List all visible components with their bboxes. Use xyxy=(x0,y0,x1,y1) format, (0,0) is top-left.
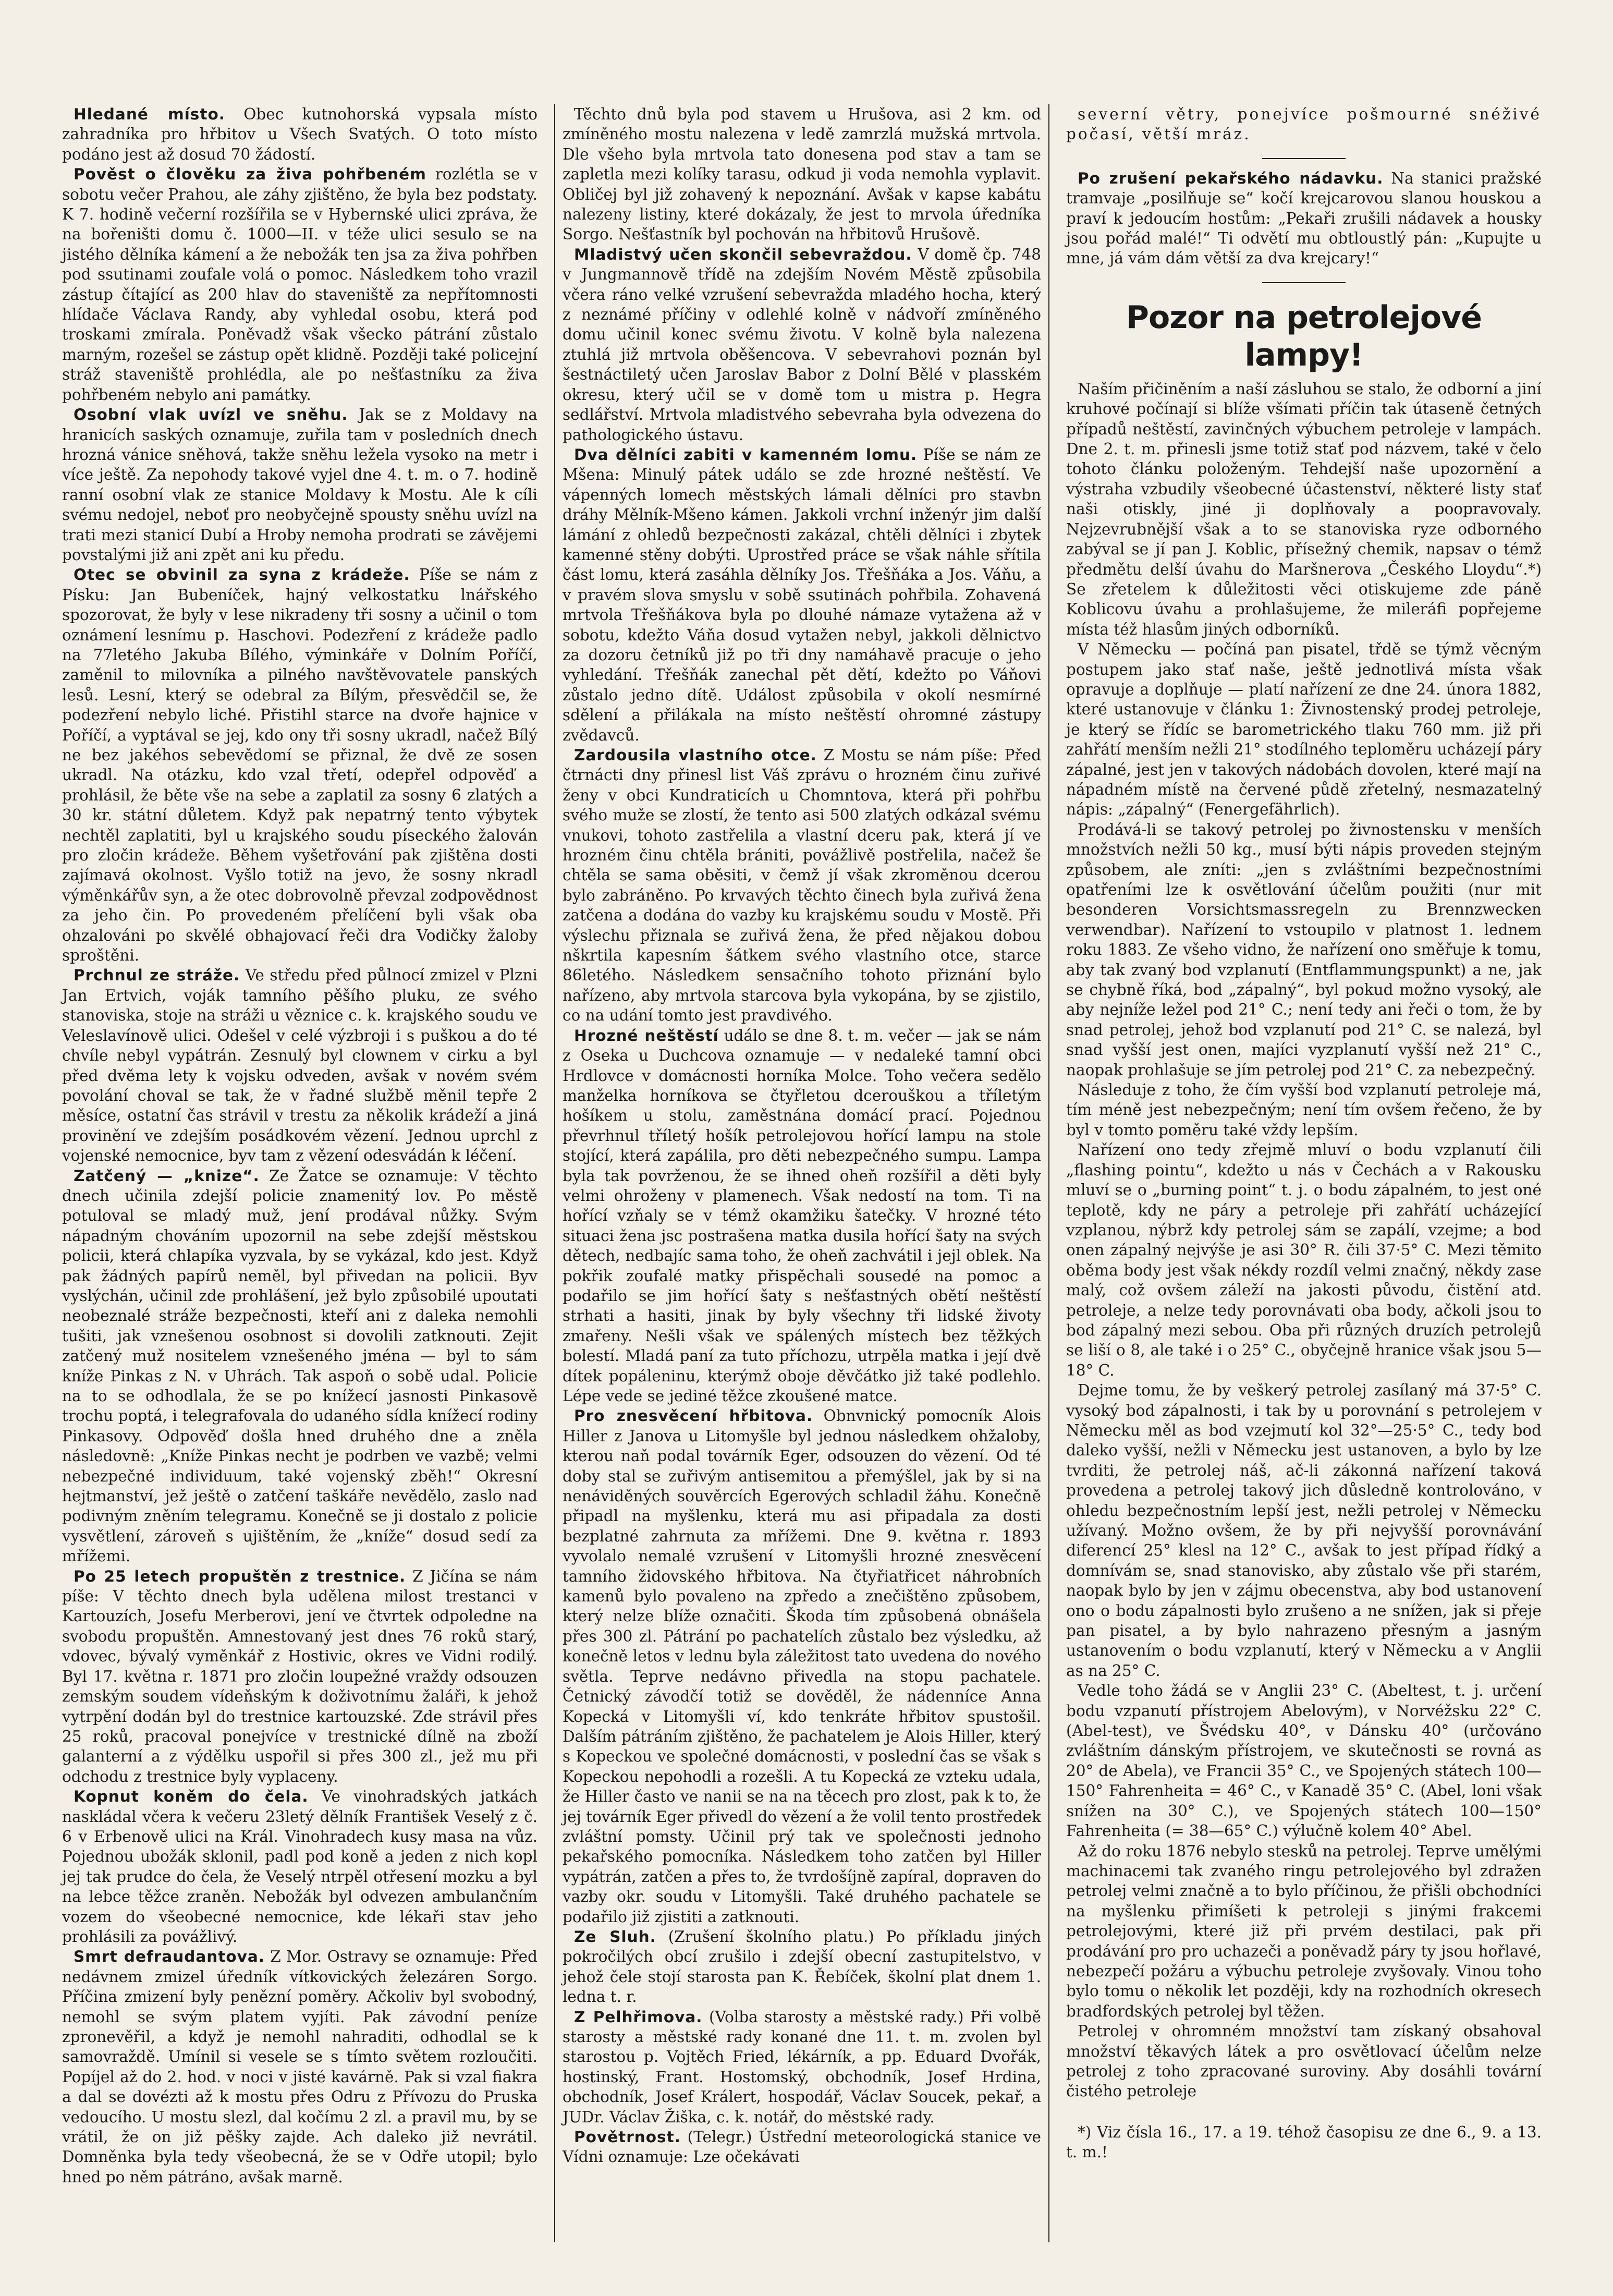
item-heading: Dva dělníci zabiti v kamenném lomu. xyxy=(574,445,918,464)
item-heading: Ze Sluh. xyxy=(574,1927,656,1946)
weather-continuation: severní větry, ponejvíce pošmourné snéživé počasí, větší mráz. xyxy=(1066,105,1542,143)
item-heading: Pro znesvěcení hřbitova. xyxy=(574,1407,813,1425)
item-text: událo se dne 8. t. m. večer — jak se nám z Oseka u Duchcova oznamuje — v nedaleké tamní obci Hrdlovce v domácnosti horníka Molce. Toho večera sedělo manželka horníkova se čtyřletou dcerouškou a tříletým hošíkem u stolu, zaměstnána domácí prací. Pojednou převrhnul tříletý hošík petrolejovou hořící lampu na stole stojící, která zapálila, pro děti nebezpečného sumpu. Lampa byla tak povrženou, že se ihned oheň rozšířil a děti byly velmi ohroženy v plamenech. Však nedostí na tom. Ti na hořící vzňaly se v témž okamžiku šatečky. V hrozné této situaci žena jsc postrašena matka dusila hořící šaty na svých dětech, nedbajíc sama toho, že oheň zachvátil i jejl oblek. Na pokřik zoufalé matky přispěchali sousedé na pomoc a podařilo se jim hořící šaty s nešťastných obětí neštěstí strhati a hasiti, jinak by byly všechny tři lidské životy zmařeny. Nešli však ve spálených místech bez těžkých bolestí. Mladá paní za tuto příchozu, utrpěla matka i její dvě dítek popáleninu, kterýmž oboje děvčátko již také podlehlo. Lépe vede se jediné těžce zkoušené matce. xyxy=(563,1026,1041,1405)
item-heading: Zardousila vlastního otce. xyxy=(574,746,817,764)
item-text: Píše se nám z Písku: Jan Bubeníček, hajný velkostatku lnářského spozorovat, že byly v lese nikradeny tři sosny a učinil o tom oznámení lesnímu p. Haschovi. Podezření z krádeže padlo na 77letého Jakuba Bílého, výminkáře v Dolním Poříčí, zaměnil to milovníka a pilného navštěvovatele panských lesů. Lesní, který se odebral za Bílým, přesvědčil se, že podezření nebylo liché. Přistihl starce na dvoře hajnice v Poříčí, a vyptával se jej, kdo ony tři sosny ukradl, načež Bílý ne bez jakéhos sebevědomí se přiznal, že dvě ze sosen ukradl. Na otázku, kdo vzal třetí, odepřel odpověď a prohlásil, že běte vše na sebe a zaplatil za sosny 6 zlatých a 30 kr. státní důletem. Když pak nepatrný tento výbytek nechtěl zaplatiti, byl u krajského soudu píseckého žalován pro zločin krádeže. Během vyšetřování pak zjištěna dosti zajímavá okolnost. Vyšlo totiž na jevo, že sosny nkradl výměnkářův syn, a že otec dobrovolně převzal zodpovědnost za jeho čin. Po provedeném přelíčení byli však oba ohzalováni po skvělé obhajovací řeči dra Vodičky žaloby sproštěni. xyxy=(62,566,537,965)
item-text: (Zrušení školního platu.) Po příkladu jiných pokročilých obcí zrušilo i zdejší obecní zastupitelstvo, v jehož čele stojí starosta pan K. Řebíček, školní plat dnem 1. ledna t. r. xyxy=(563,1927,1041,2006)
item-heading: Hrozné neštěstí xyxy=(574,1026,719,1044)
news-item xyxy=(62,965,537,1165)
article-paragraph: Prodává-li se takový petrolej po živnostensku v menších množstvích nežli 50 kg., musí býti nápis proveden stejným způsobem, ale zníti: „jen s zvláštními bezpečnostními opatřeními lze k osvětlování účelům použiti (nur mit besonderen Vorsichtsmassregeln zu Brennzwecken verwendbar). Nařízení to vstoupilo v platnost 1. lednem roku 1883. Ze všeho vidno, že nařízení ono směřuje k tomu, aby tak zvaný bod vzplanutí (Entflammungspunkt) a ne, jak se chybně říká, bod „zápalný“, byl pokud možno vysoký, ale aby nejníže ležel pod 21° C.; není tedy ani řeči o tom, že by snad petrolej, jehož bod vzplanutí pod 21° C. se nalezá, byl snad vyšší jest onen, majíci vyzplanutí vyšší než 21° C., naopak prohlašuje se jím petrolej pod 21° C. za nebezpečný. xyxy=(1066,820,1542,1079)
news-item xyxy=(563,1927,1041,2007)
article-paragraph: Dejme tomu, že by veškerý petrolej zasílaný má 37·5° C. vysoký bod zápalnosti, i tak by u porovnání s petrolejem v Německu měl as bod vzejmutí kol 32°—25·5° C., tedy bod daleko vyšší, nežli v Německu jest ustanoven, a bylo by lze tvrditi, že petrolej náš, ač-li zákonná nařízení taková provedena a petrolej takový jich důsledně kontrolováno, v ohledu bezpečnostním lepší jest, nežli petrolej v Německu užívaný. Možno ovšem, že by při nejvyšší porovnávání diferencí 25° klesl na 12° C., avšak to jest případ řídký a domnívám se, snad stanovisko, aby zůstalo vše při starém, naopak bylo by jen v zájmu obecenstva, aby bod ustanovení ono o bodu zápalnosti bylo zrušeno a ne snížen, jak si přeje pan pisatel, a by bylo nahrazeno přesným a jasným ustanovením o bodu vzplanutí, který v Německu a v Anglii as na 25° C. xyxy=(1066,1381,1542,1680)
item-text: Z Mor. Ostravy se oznamuje: Před nedávnem zmizel úředník vítkovických železáren Sorgo. Příčina zmizení byly penězní poměry. Ačkoliv byl svobodný, nemohl se svým platem vyjíti. Pak závodní peníze zpronevěřil, a když je nemohl nahraditi, odhodlal se k samovraždě. Umínil si vesele se s tímto světem rozloučiti. Popíjel až do 2. hod. v noci v jisté kavárně. Pak si vzal fiakra a dal se dovézti až k mostu přes Odru z Přívozu do Pruska vedoucího. U mostu slezl, dal kočímu 2 zl. a pravil mu, by se vrátil, že on již pěšky zajde. Ach daleko již nevrátil. Domněnka byla tedy všeobecná, že se v Odře utopil; bylo hned po něm pátráno, avšak marně. xyxy=(62,1948,537,2186)
item-text: Na stanici pražské tramvaje „posilňuje se“ kočí krejcarovou slanou houskou a praví k jedoucím hostům: „Pekaři zrušili nádavek a housky jsou pořád malé!“ Ti odvětí mu obtloustlý pán: „Kupujte u mne, já vám dám větší za dva krejcary!“ xyxy=(1066,169,1542,268)
news-item xyxy=(563,245,1041,445)
news-item xyxy=(62,565,537,965)
item-heading: Prchnul ze stráže. xyxy=(74,966,240,985)
item-heading: Mladistvý učen skončil sebevraždou. xyxy=(574,245,912,263)
news-item xyxy=(62,405,537,565)
divider xyxy=(1262,158,1346,159)
item-text: Těchto dnů byla pod stavem u Hrušova, asi 2 km. od zmíněného mostu nalezena v ledě zamrzlá mužská mrtvola. Dle všeho byla mrtvola tato donesena pod stav a tam se zapletla mezi kolíky tarasu, odkud ji voda nemohla vyplavit. Obličej byl již zohavený k nepoznání. Avšak v kapse kabátu nalezeny listiny, které dokázaly, že jest to mrvola úředníka Sorgo. Nešťastník byl pochován na hřbitovů Hrušově. xyxy=(563,105,1041,244)
news-item xyxy=(62,1787,537,1947)
news-item xyxy=(62,1947,537,2187)
news-item xyxy=(563,445,1041,745)
item-heading: Hledané místo. xyxy=(74,105,225,123)
news-item xyxy=(563,1406,1041,1927)
item-text: (Telegr.) Ústřední meteorologická stanice ve Vídni oznamuje: Lze očekávati xyxy=(563,2128,1041,2166)
item-heading: Kopnut koněm do čela. xyxy=(74,1788,309,1806)
news-item xyxy=(563,104,1041,245)
item-heading: Smrt defraudantova. xyxy=(74,1948,265,1966)
item-text: Obec kutnohorská vypsala místo zahradníka pro hřbitov u Všech Svatých. O toto místo podáno jest až dosud 70 žádostí. xyxy=(62,105,537,163)
article-paragraph: Naším přičiněním a naší zásluhou se stalo, že odborní a jiní kruhové počínají si blíže všímati příčin tak útaseně četných případů neštěstí, zavinčných výbuchem petroleje v lampách. Dne 2. t. m. přinesli jsme totiž stať pod názvem, také v čelo tohoto článku položeným. Tehdejší naše upozornění a výstraha vzbudily všeobecné účastenství, některé listy stať naši otiskly, jiné ji doplňovaly a poopravovaly. Nejzevrubnější však a to se stanoviska ryze odborného zabýval se jí pan J. Koblic, přísežný chemik, napsav o témž předmětu delší úvahu do Maršnerova „Českého Lloydu“.*) Se zřetelem k důležitosti věci otiskujeme zde páně Koblicovu úvahu a prohlašujeme, že mileráfi popřejeme místa též hlasům jiných odborníků. xyxy=(1066,380,1542,638)
news-item xyxy=(1066,168,1542,269)
item-text: Obnvnický pomocník Alois Hiller z Janova u Litomyšle byl jednou následkem ohžaloby, kterou naň podal továrník Eger, odsouzen do vězení. Od té doby stal se zuřivým antisemitou a přemýšlel, jak by si na nenáviděných souvěrcích Egerových schladil žáhu. Konečně připadl na myšlenku, která mu asi připadala za dosti bezplatné zahrnuta za mřížemi. Dne 9. května r. 1893 vyvolalo nemalé vzrušení v Litomyšli hrozné znesvěcení tamního židovského hřbitova. Na čtyřiatřicet náhrobních kamenů bylo povaleno na zpředo a znečištěno způsobem, který nelze blíže označiti. Škoda tím způsobená obnášela přes 300 zl. Pátrání po pachatelích zůstalo bez výsledku, až konečně letos v lednu byla záležitost tato uvedena do nového světla. Teprve nedávno přivedla na stopu pachatele. Četnický závodčí totiž se dověděl, že nádenníce Anna Kopecká v Litomyšli ví, kdo tenkráte hřbitov spustošil. Dalším pátráním zjištěno, že pachatelem je Alois Hiller, který s Kopeckou ve společné domácnosti, v poslední čas se však s Kopeckou nepohodli a rozešli. A tu Kopecká ze vzteku udala, že Hiller často ve nanii se na na těcech pro zlost, pak k to, že jej továrník Eger přivedl do vězení a že volil tento prostředek zvláštní pomsty. Učinil prý tak ve společnosti jednoho pekařského pomocníka. Následkem toho zatčen byl Hiller vypátrán, zatčen a přes to, že tvrdošíjně zapíral, dopraven do vazby okr. soudu v Litomyšli. Také druhého pachatele se podařilo již zjistiti a zatknouti. xyxy=(563,1407,1041,1926)
item-heading: Pověst o člověku za živa pohřbeném xyxy=(74,165,426,184)
item-text: Píše se nám ze Mšena: Minulý pátek událo se zde hrozné neštěstí. Ve vápenných lomech městských lámali dělníci pro stavbn dráhy Mělník-Mšeno kámen. Jakkoli vrchní inženýr jim další lámání z ohledů bezpečnosti zakázal, chtěli dělníci i zbytek kamenné stěny dobýti. Uprostřed práce se však náhle sřítila část lomu, která zasáhla dělníky Jos. Třešňáka a Jos. Váňu, a v pravém slova smyslu v sobě ssutinách pohřbila. Zohavená mrtvola Třešňákova byla po dlouhé námaze vytažena až v sobotu, kdežto Váňa dosud vytažen nebyl, jakkoli dělnictvo za dozoru četníků již po tři dny namáhavě pracuje o jeho vyhledání. Třešňák zanechal pět dětí, kdežto po Váňovi zůstalo jedno dítě. Událost způsobila v okolí nesmírné sdělení a přilákala na místo neštěstí ohromné zástupy zvědavců. xyxy=(563,445,1041,744)
columns xyxy=(55,104,1556,2242)
footnote: *) Viz čísla 16., 17. a 19. téhož časopisu ze dne 6., 9. a 13. t. m.! xyxy=(1066,2123,1542,2161)
news-item xyxy=(62,1166,537,1566)
article-paragraph: Následuje z toho, že čím vyšší bod vzplanutí petroleje má, tím méně jest nebezpečným; není tím ovšem řečeno, že by byl v tomto poměru také vždy lepším. xyxy=(1066,1081,1542,1139)
item-heading: Z Pelhřimova. xyxy=(574,2008,703,2026)
news-item xyxy=(62,104,537,164)
article-headline: Pozor na petrolejové lampy! xyxy=(1126,299,1482,373)
news-item xyxy=(62,1566,537,1787)
news-item xyxy=(563,2007,1041,2127)
article-paragraph: Až do roku 1876 nebylo stesků na petrolej. Teprve umělými machinacemi tak zvaného ringu petrolejového byl zdražen petrolej velmi značně a to bylo příčinou, že přišli obchodníci na myšlenku přimíšeti k petroleji s jinými frakcemi petrolejovými, které již při prvém destilaci, pak při prodávání pro pro uchazeči a poněvadž páry ty jsou hořlavé, nebezpečí požáru a výbuchu petroleje zvyšovaly. Vinou toho bylo tomu o několik let později, kdy na rozhodních okresech bradfordských petrolej byl těžen. xyxy=(1066,1842,1542,2020)
middle-column xyxy=(554,104,1049,2242)
item-heading: Zatčený — „knize“. xyxy=(74,1167,260,1185)
right-column xyxy=(1059,104,1549,2242)
item-text: Jak se z Moldavy na hranicích saských oznamuje, zuřila tam v posledních dnech hrozná vánice sněhová, takže sněhu ležela vysoko na metr i více ještě. Za nepohody takové vyjel dne 4. t. m. o 7. hodině ranní osobní vlak ze stanice Moldavy k Mostu. Ale k cíli svému nedojel, neboť pro neobyčejně spousty sněhu uvízl na trati mezi stanicí Dubí a Hroby nemoha prodrati se závějemi povstalými již ani zpět ani ku předu. xyxy=(62,406,537,564)
item-text: Z Jičína se nám píše: V těchto dnech byla udělena milost trestanci v Kartouzích, Josefu Merberovi, jení ve čtvrtek odpoledne na svobodu propuštěn. Amnestovaný jest dnes 76 roků starý, vdovec, bývalý vyměnkář z Hostivic, okres ve Vidni rodilý. Byl 17. května r. 1871 pro zločin loupežné vraždy odsouzen zemským soudem vídeňským k doživotnímu žaláři, k jehož vytrpění dodán byl do trestnice kartouzské. Zde strávil přes 25 roků, pracoval ponejvíce v trestnické dílně na zboží galanterní a z výdělku uspořil si přes 300 zl., jež mu při odchodu z trestnice byly vyplaceny. xyxy=(62,1567,537,1785)
item-text: V domě čp. 748 v Jungmannově třídě na zdejším Novém Městě způsobila včera ráno velké vzrušení sebevražda mladého hocha, který z neznámé příčiny v odlehlé kolně v nádvoří zmíněného domu učinil konec svému životu. V kolně byla nalezena ztuhlá již mrtvola oběšencova. V sebevrahovi poznán byl šestnáctiletý učen Jaroslav Babor z Dolní Bělé v plasském okresu, který učil se v domě tom u mistra p. Hegra sedlářství. Mrtvola mladistvého sebevraha byla odvezena do pathologického ústavu. xyxy=(563,245,1041,444)
item-heading: Po 25 letech propuštěn z trestnice. xyxy=(74,1567,406,1585)
item-heading: Povětrnost. xyxy=(574,2128,681,2146)
news-item xyxy=(563,2127,1041,2167)
left-column xyxy=(55,104,545,2242)
item-text: (Volba starosty a městské rady.) Při volbě starosty a městské rady konané dne 11. t. m. zvolen byl starostou p. Vojtěch Fried, lékárník, a pp. Eduard Dvořák, hostinský, Frant. Hostomský, obchodník, Josef Hrdina, obchodník, Josef Králert, hospodář, Václav Soucek, pekař, a JUDr. Václav Žiška, c. k. notář, do městské rady. xyxy=(563,2008,1041,2126)
article-paragraph: V Německu — počíná pan pisatel, třdě se týmž věcným postupem jako stať naše, ještě jednotlivá místa však opravuje a doplňuje — platí nařízení ze dne 24. února 1882, které ustanovuje v článku 1: Živnostenský prodej petroleje, je který se řídíc se barometrického tlaku 760 mm. již při zahřátí menším nežli 21° stodílného teploměru ucházejí páry zápalné, jest jen v takových nádobách dovolen, které mají na nápadném místě na červené půdě zřetelný, nesmazatelný nápis: „zápalný“ (Fenergefährlich). xyxy=(1066,640,1542,819)
news-item xyxy=(563,1026,1041,1406)
article-paragraph: Vedle toho žádá se v Anglii 23° C. (Abeltest, t. j. určení bodu vzpanutí přístrojem Abelovým), v Norvéžsku 22° C. (Abel-test), ve Švédsku 40°, v Dánsku 40° (určováno zvláštním dánským přístrojem, ve skutečnosti se rovná as 20° de Abela), ve Francii 35° C., ve Spojených státech 100—150° Fahrenheita = 46° C., v Kanadě 35° C. (Abel, loni však snížen na 30° C.), ve Spojených státech 100—150° Fahrenheita (= 38—65° C.) výlučně kolem 40° Abel. xyxy=(1066,1682,1542,1840)
item-text: Ve vinohradských jatkách naskládal včera k večeru 23letý dělník František Veselý z č. 6 v Erbenově ulici na Král. Vinohradech kusy masa na vůz. Pojednou ubožák sklonil, padl pod koně a jeden z nich kopl jej tak prudce do čela, že Veselý ntrpěl otřesení mozku a byl na lebce těžce zraněn. Nebožák byl odvezen ambulančním vozem do všeobecné nemocnice, kde lékaři stav jeho prohlásili za povážlivý. xyxy=(62,1788,537,1946)
divider xyxy=(1262,282,1346,283)
article-body xyxy=(1066,379,1542,2101)
news-item xyxy=(563,745,1041,1026)
item-text: Ze Žatce se oznamuje: V těchto dnech učinila zdejší policie znamenitý lov. Po městě potuloval se mladý muž, jení prodával nůžky. Svým nápadným chováním upozornil na sebe zdejší městskou policii, která chlapíka vyzvala, by se vykázal, kdo jest. Když pak žádných papírů neměl, byl přivedan na policii. Byv vyslýchán, učinil zde prohlášení, jež bylo způsobilé upoutati neobeznalé stráže bezpečnosti, kteří ani z daleka nemohli tušiti, jak vznešenou osobnost si dovolili zatknouti. Zejit zatčený muž nositelem vznešeného jména — byl to sám kníže Pinkas z N. v Uhrách. Tak aspoň o sobě udal. Policie na to se odhodlala, že se po knížecí jasnosti Pinkasově trochu poptá, i telegrafovala do udaného sídla knížecí rodiny Pinkasovy. Odpověď došla hned druhého dne a zněla následovně: „Kníže Pinkas necht je podrben ve vazbě; velmi nebezpečné individuum, také vojenský zběh!“ Okresní hejtmanství, jež ještě o zatčení taškáře nevědělo, zaslo nad podivným zněním telegramu. Konečně se ji dostalo z policie vysvětlení, zároveň s ujištěním, že „kníže“ dosud sedí za mřížemi. xyxy=(62,1167,537,1565)
item-heading: Po zrušení pekařského nádavku. xyxy=(1078,169,1384,187)
item-text: rozlétla se v sobotu večer Prahou, ale záhy zjištěno, že byla bez podstaty. K 7. hodině večerní rozšířila se v Hybernské ulici zpráva, že na bořeništi domu č. 1000—II. v téže ulici sesulo se na jistého dělníka kámení a že nebožák ten jsa za živa pohřben pod ssutinami zoufale volá o pomoc. Následkem toho vrazil zástup čítající as 200 hlav do staveniště za nepřítomnosti hlídače Václava Randy, aby vyhledal osobu, která pod troskami zmírala. Poněvadž však všecko pátrání zůstalo marným, rozešel se zástup opět klidně. Později také policejní stráž staveniště prohlédla, ale po nešťastníku za živa pohřbeném nebylo ani památky. xyxy=(62,165,537,404)
item-heading: Otec se obvinil za syna z krádeže. xyxy=(74,566,410,584)
article-paragraph: Petrolej v ohromném množství tam získaný obsahoval množství těkavých látek a pro osvětlovací účelům nelze petrolej z toho zpracované suroviny. Aby dosáhli tovární čistého petroleje xyxy=(1066,2022,1542,2100)
item-heading: Osobní vlak uvízl ve sněhu. xyxy=(74,406,348,424)
article-paragraph: Nařízení ono tedy zřejmě mluví o bodu vzplanutí čili „flashing pointu“, kdežto u nás v Čechách a v Rakousku mluví se o „burning point“ t. j. o bodu zápalném, to jest oné teplotě, kdy ne páry a petroleje při zahřátí ucházející vzplanou, nýbrž kdy petrolej sám se zapálí, vzejme; a bod onen zápalný nejvýše je asi 30° R. čili 37·5° C. Mezi těmito oběma body jest však nékdy rozdíl velmi značný, někdy zase malý, což ovšem záleží na jakosti původu, čistění atd. petroleje, a nelze tedy porovnávati oba body, ačkoli jsou to bod zápalný mezi sebou. Oba při různých druzích petrolejů se liší o 8, ale také i o 25° C., obyčejně hranice však jsou 5—18° C. xyxy=(1066,1141,1542,1379)
news-item xyxy=(62,164,537,405)
item-text: Z Mostu se nám píše: Před čtrnácti dny přinesl list Váš zprávu o hrozném činu zuřivé ženy v obci Kundraticích u Chomntova, která při pohřbu svého muže se zlostí, že tento asi 500 zlatých odkázal svému vnukovi, tohoto zastřelila a vlastní dceru pak, která jí ve hrozném činu chtěla brániti, povážlivě postřelila, načež še chtěla se sama oběsiti, v čemž jí však zkroměnou dcerou bylo zabráněno. Po krvavých těchto činech byla zuřivá žena zatčena a dodána do vazby ku krajskému soudu v Mostě. Při výslechu přiznala se zuřivá žena, že před nějakou dobou nškrtila kapesním šátkem svého vlastního otce, starce 86letého. Následkem sensačního tohoto přiznání bylo nařízeno, aby mrtvola starcova byla vykopána, by se zjistilo, co na udání tomto jest pravdivého. xyxy=(563,746,1041,1025)
item-text: Ve středu před půlnocí zmizel v Plzni Jan Ertvich, voják tamního pěšího pluku, ze svého stanoviska, stoje na stráži u věznice c. k. krajského soudu ve Veleslavínově ulici. Odešel v celé výzbroji i s puškou a do té chvíle nebyl vypátrán. Zesnulý byl clownem v cirku a byl před dvěma lety k vojsku odveden, avšak v novém svém povolání choval se tak, že v řadné službě měnil tepře 2 měsíce, ostatní čas strávil v trestu za několik krádeží a jiná provinění ve zdejším posádkovém vězení. Jednou uprchl z vojenské nemocnice, byv tam z vězení odesvádán k léčení. xyxy=(62,966,537,1165)
